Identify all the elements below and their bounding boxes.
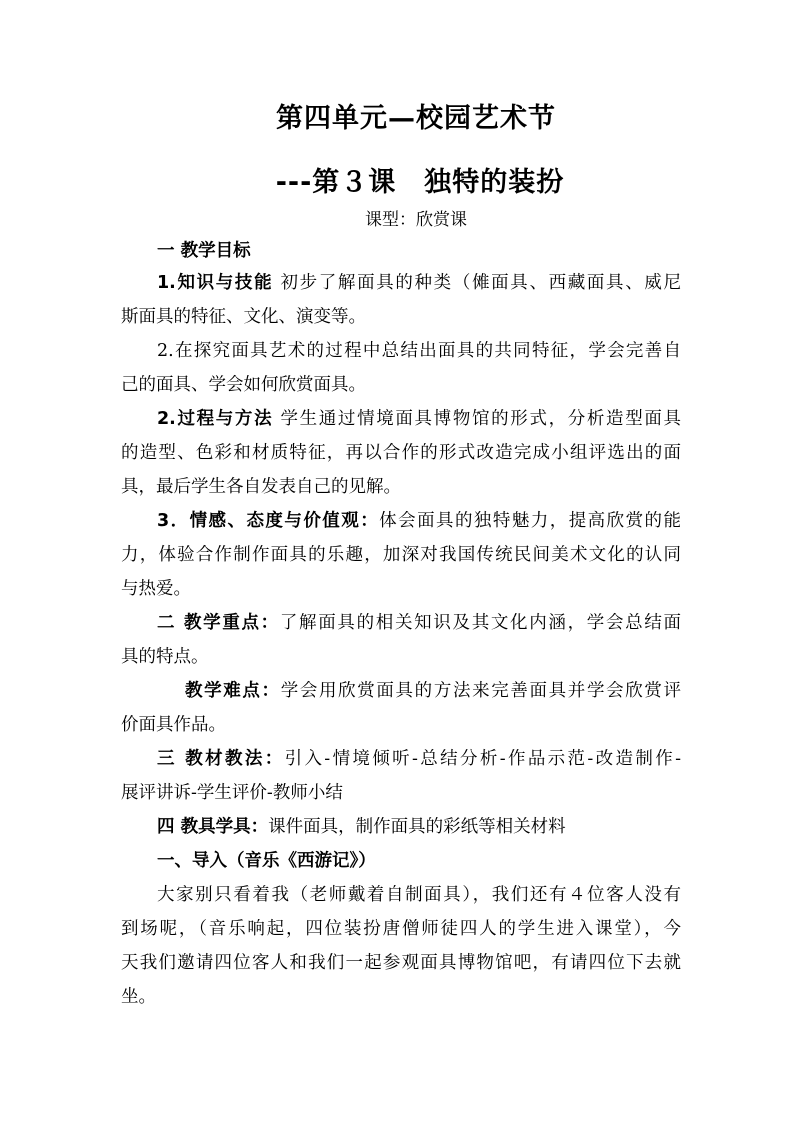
- teaching-tools-line: [157, 816, 717, 838]
- lesson-title: ---第３课 独特的装扮: [275, 167, 565, 198]
- goal-2-line-2: 己的面具、学会如何欣赏面具。: [121, 375, 366, 395]
- teaching-tools-label: 四 教具学具：: [157, 817, 269, 837]
- goal-1-line-2: 斯面具的特征、文化、演变等。: [121, 307, 366, 327]
- goal-2-line-1: 2.在探究面具艺术的过程中总结出面具的共同特征，学会完善自: [157, 341, 681, 361]
- goal-4-line-2: 力，体验合作制作面具的乐趣，加深对我国传统民间美术文化的认同: [121, 545, 681, 565]
- goal-3-label: 2.过程与方法: [157, 409, 274, 429]
- difficulty-line-1: [185, 680, 681, 702]
- key-points-label: 二 教学重点：: [157, 613, 280, 633]
- goal-4-label: 3．情感、态度与价值观：: [157, 511, 380, 531]
- teaching-tools-text: 课件面具，制作面具的彩纸等相关材料: [268, 817, 566, 837]
- goal-3-line-3: 具，最后学生各自发表自己的见解。: [121, 477, 401, 497]
- goal-3-line-1: [157, 408, 681, 430]
- intro-line-2: 到场呢，（音乐响起，四位装扮唐僧师徒四人的学生进入课堂），今: [121, 919, 681, 939]
- goal-1-label: 1.知识与技能: [157, 273, 274, 293]
- intro-line-1: 大家别只看着我（老师戴着自制面具），我们还有４位客人没有: [157, 885, 681, 905]
- key-points-line-2: 具的特点。: [121, 647, 209, 667]
- key-points-line-1: [157, 612, 681, 634]
- goal-1-line-1: [157, 272, 681, 294]
- difficulty-line-2: 价面具作品。: [121, 715, 226, 735]
- intro-line-4: 坐。: [121, 987, 156, 1007]
- goal-3-text: 学生通过情境面具博物馆的形式，分析造型面具: [273, 409, 682, 429]
- goal-4-line-1: [157, 510, 681, 532]
- teaching-method-line-2: 展评讲诉-学生评价-教师小结: [121, 783, 343, 803]
- key-points-text: 了解面具的相关知识及其文化内涵，学会总结面: [279, 613, 682, 633]
- teaching-method-text: 引入-情境倾听-总结分析-作品示范-改造制作-: [284, 749, 681, 769]
- teaching-method-label: 三 教材教法：: [157, 749, 285, 769]
- goal-3-line-2: 的造型、色彩和材质特征，再以合作的形式改造完成小组评选出的面: [121, 443, 681, 463]
- intro-heading: 一、导入（音乐《西游记》）: [157, 851, 376, 871]
- unit-title: 第四单元—校园艺术节: [276, 103, 556, 134]
- teaching-method-line-1: [157, 748, 681, 770]
- goal-4-line-3: 与热爱。: [121, 579, 191, 599]
- lesson-type: 课型：欣赏课: [365, 210, 467, 230]
- intro-line-3: 天我们邀请四位客人和我们一起参观面具博物馆吧，有请四位下去就: [121, 953, 681, 973]
- section-objectives-heading: 一 教学目标: [157, 241, 251, 261]
- goal-1-text: 初步了解面具的种类（傩面具、西藏面具、威尼: [273, 273, 682, 293]
- difficulty-text: 学会用欣赏面具的方法来完善面具并学会欣赏评: [280, 681, 682, 701]
- goal-4-text: 体会面具的独特魅力，提高欣赏的能: [379, 511, 681, 531]
- difficulty-label: 教学难点：: [185, 681, 281, 701]
